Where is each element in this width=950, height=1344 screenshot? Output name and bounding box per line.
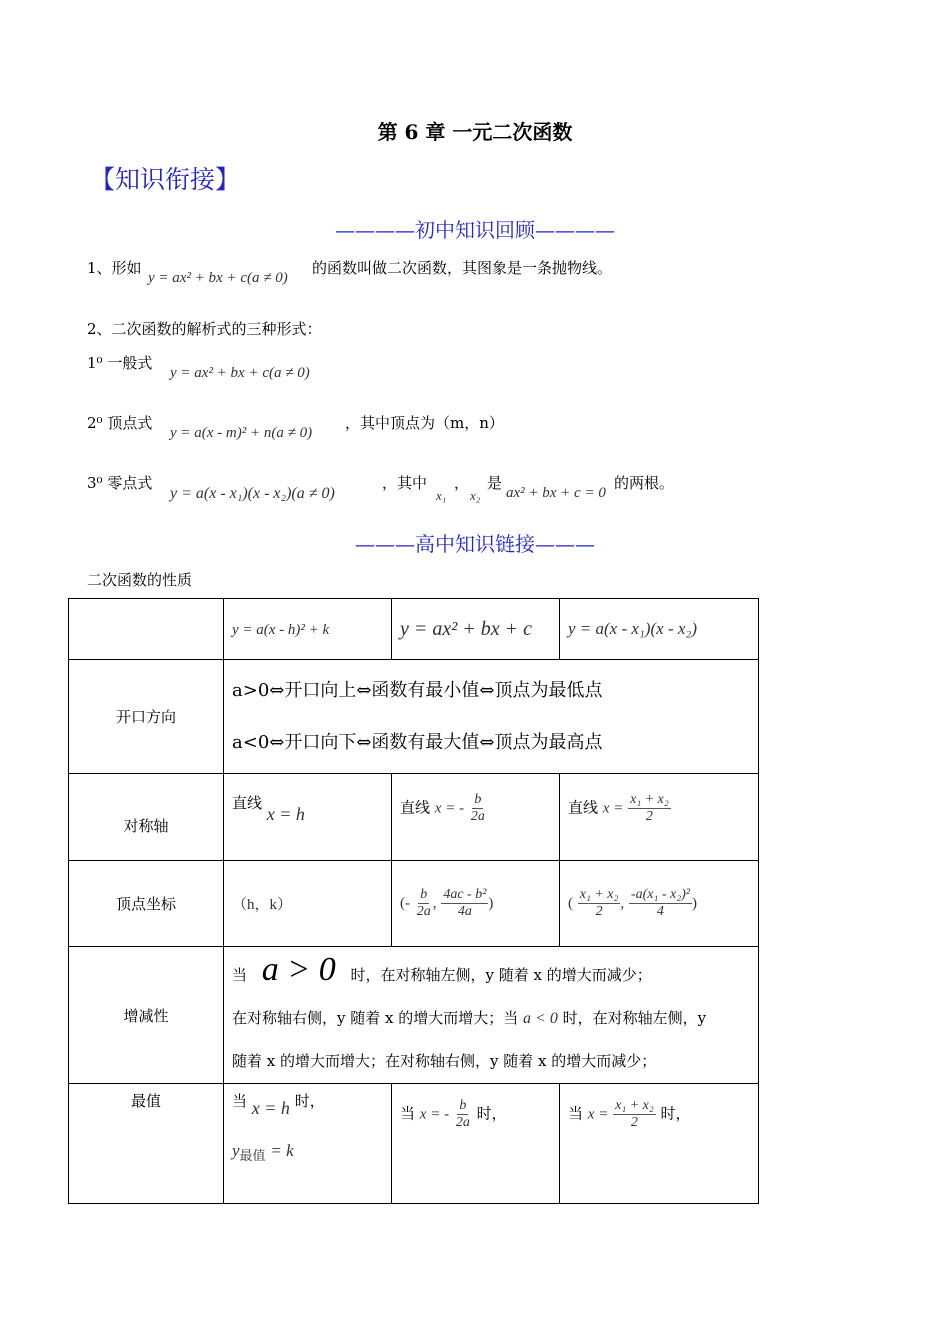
form-vertex-extra: ，其中顶点为（m，n） <box>345 414 504 432</box>
p1-suffix: 的函数叫做二次函数，其图象是一条抛物线。 <box>312 259 613 277</box>
monotonic-content <box>224 947 759 1084</box>
axis-prefix-2: 直线 <box>400 798 431 817</box>
extremum-den-3: 2 <box>630 1115 638 1131</box>
vertex-sep-2: , <box>432 895 437 912</box>
paragraph-2: 2、二次函数的解析式的三种形式： <box>87 320 322 338</box>
form-general-formula: y = ax² + bx + c(a ≠ 0) <box>170 365 310 381</box>
monotonic-text-1: 时，在对称轴左侧，y 随着 x 的增大而减少； <box>350 965 652 984</box>
form-zero-x2: x₂ <box>470 488 481 503</box>
extremum-y: y <box>232 1141 240 1160</box>
vertex-cell-3 <box>560 861 759 947</box>
axis-fraction-2 <box>469 792 487 825</box>
axis-den-3: 2 <box>645 809 653 825</box>
vertex-open-2: (- <box>400 895 410 912</box>
axis-label: 对称轴 <box>69 774 224 861</box>
header-zero-form <box>560 599 759 660</box>
monotonic-text-2: 在对称轴右侧，y 随着 x 的增大而增大；当 <box>232 1008 519 1027</box>
p1-prefix: 1、形如 <box>87 259 142 277</box>
vertex-num-3a: x₁ + x₂ <box>578 887 621 904</box>
vertex-label: 顶点坐标 <box>69 861 224 947</box>
axis-lhs-2: x = - <box>434 800 465 817</box>
form-zero-comma: ， <box>454 474 470 492</box>
monotonic-line-2 <box>232 997 750 1040</box>
extremum-cell-1 <box>224 1084 392 1204</box>
row-extremum <box>69 1084 759 1204</box>
monotonic-text-3: 时，在对称轴左侧，y <box>562 1008 707 1027</box>
vertex-frac-3b <box>629 887 692 920</box>
axis-prefix-1: 直线 <box>232 794 263 812</box>
form-zero-label: 3⁰ 零点式 <box>87 474 153 492</box>
extremum-value-1 <box>232 1141 383 1164</box>
header-vertex-form-text: y = a(x - h)² + k <box>232 621 330 638</box>
vertex-sep-3: , <box>620 895 625 912</box>
properties-table <box>68 598 759 1204</box>
opening-line-1: a>0⇔开口向上⇔函数有最小值⇔顶点为最低点 <box>232 679 603 701</box>
header-zero-form-text: y = a(x - x₁)(x - x₂) <box>568 619 697 638</box>
extremum-label: 最值 <box>69 1084 224 1204</box>
monotonic-cond-1: a > 0 <box>261 950 336 988</box>
form-vertex-label: 2⁰ 顶点式 <box>87 414 153 432</box>
extremum-num-2: b <box>457 1098 468 1115</box>
vertex-cell-2 <box>392 861 560 947</box>
extremum-cell-3 <box>560 1084 759 1204</box>
axis-cell-3 <box>560 774 759 861</box>
extremum-frac-3 <box>613 1098 656 1131</box>
form-zero-x1: x₁ <box>436 488 447 503</box>
header-general-form <box>392 599 560 660</box>
table-header-row <box>69 599 759 660</box>
extremum-frac-2 <box>454 1098 472 1131</box>
extremum-lhs-2: x = - <box>419 1106 450 1123</box>
form-zero-tail: 的两根。 <box>614 474 675 492</box>
extremum-when-3: 当 <box>568 1104 584 1123</box>
vertex-frac-3a <box>578 887 621 920</box>
page-title: 第 6 章 一元二次函数 <box>377 120 573 144</box>
header-vertex-form <box>224 599 392 660</box>
vertex-frac-2b <box>441 887 488 920</box>
vertex-open-3: ( <box>568 895 573 912</box>
row-opening <box>69 660 759 774</box>
paragraph-1 <box>87 257 142 278</box>
axis-prefix-3: 直线 <box>568 798 599 817</box>
extremum-y-sub: 最值 <box>239 1149 266 1164</box>
monotonic-label: 增减性 <box>69 947 224 1084</box>
monotonic-line-1 <box>232 948 750 997</box>
extremum-when-2: 当 <box>400 1104 416 1123</box>
extremum-den-2: 2a <box>455 1115 470 1131</box>
form-general-label: 1⁰ 一般式 <box>87 354 153 372</box>
opening-content <box>224 660 759 774</box>
monotonic-line-3: 随着 x 的增大而增大；在对称轴右侧，y 随着 x 的增大而减少； <box>232 1051 657 1070</box>
form-zero-extra: ，其中 <box>382 474 428 492</box>
vertex-formula-1: （h，k） <box>232 897 293 913</box>
axis-den-2: 2a <box>470 809 485 825</box>
extremum-x-1: x = h <box>251 1098 290 1118</box>
extremum-cell-2 <box>392 1084 560 1204</box>
extremum-num-3: x₁ + x₂ <box>613 1098 656 1115</box>
axis-fraction-3 <box>628 792 671 825</box>
axis-num-2: b <box>472 792 483 809</box>
axis-cell-1 <box>224 774 392 861</box>
row-vertex <box>69 861 759 947</box>
axis-formula-1: x = h <box>266 804 305 824</box>
vertex-den-3a: 2 <box>595 904 603 919</box>
header-empty-cell <box>69 599 224 660</box>
vertex-den-2b: 4a <box>457 904 472 919</box>
extremum-lhs-3: x = <box>587 1106 609 1123</box>
vertex-num-2a: b <box>418 887 429 904</box>
vertex-den-2a: 2a <box>416 904 431 919</box>
vertex-num-2b: 4ac - b² <box>441 887 488 904</box>
section-heading: 【知识衔接】 <box>90 165 241 194</box>
table-caption: 二次函数的性质 <box>87 571 193 589</box>
form-zero-equation: ax² + bx + c = 0 <box>506 485 606 501</box>
row-monotonic <box>69 947 759 1084</box>
vertex-close-2: ) <box>488 895 494 912</box>
divider-junior: ————初中知识回顾———— <box>335 218 615 242</box>
header-general-form-text: y = ax² + bx + c <box>400 617 532 640</box>
opening-label: 开口方向 <box>69 660 224 774</box>
vertex-frac-2a <box>415 887 433 920</box>
form-vertex-formula: y = a(x - m)² + n(a ≠ 0) <box>170 425 313 441</box>
axis-cell-2 <box>392 774 560 861</box>
vertex-den-3b: 4 <box>656 904 664 919</box>
p1-formula: y = ax² + bx + c(a ≠ 0) <box>148 270 288 286</box>
axis-num-3: x₁ + x₂ <box>628 792 671 809</box>
extremum-shi-2: 时， <box>476 1104 507 1123</box>
monotonic-cond-2: a < 0 <box>523 1009 558 1027</box>
form-zero-formula: y = a(x - x₁)(x - x₂)(a ≠ 0) <box>170 485 335 502</box>
axis-lhs-3: x = <box>602 800 624 817</box>
extremum-shi-1: 时， <box>294 1092 325 1110</box>
vertex-cell-1 <box>224 861 392 947</box>
opening-line-2: a<0⇔开口向下⇔函数有最大值⇔顶点为最高点 <box>232 731 603 753</box>
extremum-when-1: 当 <box>232 1092 248 1110</box>
monotonic-when: 当 <box>232 965 248 984</box>
extremum-y-val: = k <box>270 1141 294 1160</box>
form-zero-is: 是 <box>487 474 503 492</box>
extremum-cond-1 <box>232 1090 383 1118</box>
extremum-shi-3: 时， <box>660 1104 691 1123</box>
vertex-num-3b: -a(x₁ - x₂)² <box>629 887 692 904</box>
divider-senior: ———高中知识链接——— <box>355 532 595 556</box>
vertex-close-3: ) <box>691 895 697 912</box>
row-axis <box>69 774 759 861</box>
